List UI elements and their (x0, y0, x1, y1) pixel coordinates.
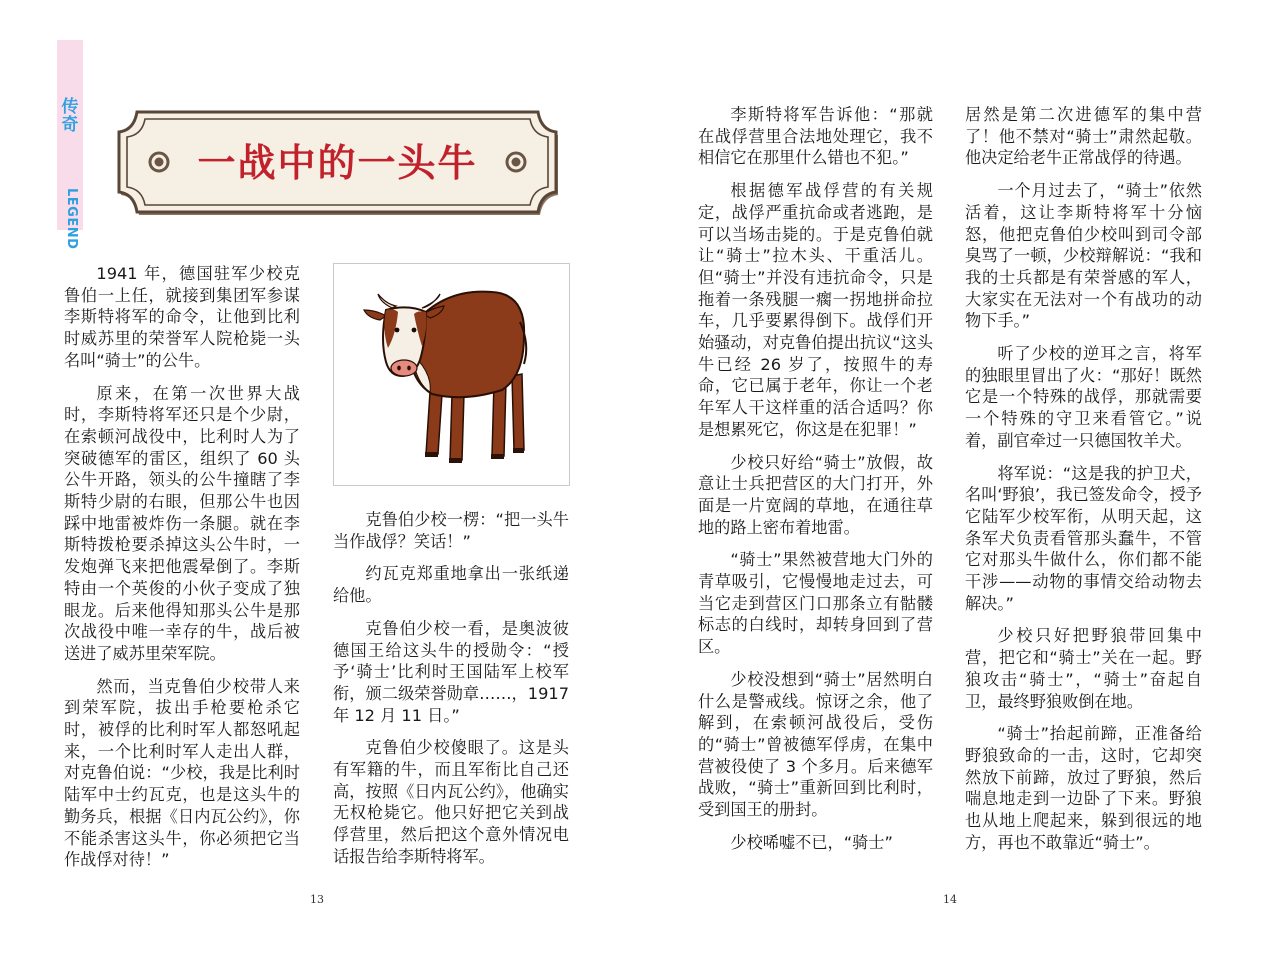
page-number-left: 13 (310, 893, 324, 906)
paragraph: 居然是第二次进德军的集中营了！他不禁对“骑士”肃然起敬。他决定给老牛正常战俘的待遇。 (965, 105, 1202, 168)
paragraph: 1941 年，德国驻军少校克鲁伯一上任，就接到集团军参谋李斯特将军的命令，让他到比利时威苏里的荣誉军人院枪毙一头名叫“骑士”的公牛。 (64, 264, 300, 370)
side-tab (57, 40, 83, 250)
title-banner (115, 106, 560, 218)
cow-illustration (333, 263, 570, 486)
paragraph: 原来，在第一次世界大战时，李斯特将军还只是个少尉，在索顿河战役中，比利时人为了突破德军的雷区，组织了 60 头公牛开路，领头的公牛撞瞎了李斯特少尉的右眼，但那公牛也因踩中地雷被炸伤一条腿。就在李斯特拨枪要杀掉这头公牛时，一发炮弹飞来把他震晕倒了。李斯特由一个英俊的小伙子变成了独眼龙。后来他得知那头公牛是那次战役中唯一幸存的牛，战后被送进了威苏里荣军院。 (64, 383, 300, 663)
article-title: 一战中的一头牛 (197, 141, 478, 185)
paragraph: 约瓦克郑重地拿出一张纸递给他。 (333, 564, 569, 606)
paragraph: 少校没想到“骑士”居然明白什么是警戒线。惊讶之余，他了解到，在索顿河战役后，受伤的“骑士”曾被德军俘虏，在集中营被役使了 3 个多月。后来德军战败，“骑士”重新回到比利时，受到国王的册封。 (698, 669, 933, 820)
text-column-2 (333, 509, 569, 879)
paragraph: 根据德军战俘营的有关规定，战俘严重抗命或者逃跑，是可以当场击毙的。于是克鲁伯就让“骑士”拉木头、干重活儿。但“骑士”并没有违抗命令，只是拖着一条残腿一瘸一拐地拼命拉车，几乎要累得倒下。战俘们开始骚动，对克鲁伯提出抗议“这头牛已经 26 岁了，按照牛的寿命，它已属于老年，你让一个老年军人干这样重的活合适吗？你是想累死它，你这是在犯罪！” (698, 181, 934, 439)
side-tab-english: LEGEND (64, 188, 79, 250)
paragraph: “骑士”抬起前蹄，正准备给野狼致命的一击，这时，它却突然放下前蹄，放过了野狼，然后喘息地走到一边卧了下来。野狼也从地上爬起来，躲到很远的地方，再也不敢靠近“骑士”。 (965, 724, 1202, 852)
text-column-4 (965, 104, 1202, 865)
paragraph: 一个月过去了，“骑士”依然活着，这让李斯特将军十分恼怒，他把克鲁伯少校叫到司令部臭骂了一顿，少校辩解说：“我和我的士兵都是有荣誉感的军人，大家实在无法对一个有战功的动物下手。” (965, 181, 1202, 331)
side-tab-chinese: 传奇 (61, 97, 79, 135)
page-number-right: 14 (943, 893, 957, 906)
paragraph: 克鲁伯少校傻眼了。这是头有军籍的牛，而且军衔比自己还高，按照《日内瓦公约》，他确实无权枪毙它。他只好把它关到战俘营里，然后把这个意外情况电话报告给李斯特将军。 (333, 738, 569, 866)
paragraph: 少校只好把野狼带回集中营，把它和“骑士”关在一起。野狼攻击“骑士”，“骑士”奋起自卫，最终野狼败倒在地。 (965, 626, 1202, 711)
paragraph: 克鲁伯少校一看，是奥波彼德国王给这头牛的授勋令：“授予‘骑士’比利时王国陆军上校军衔，颁二级荣誉勋章……，1917 年 12 月 11 日。” (333, 618, 569, 725)
paragraph: 听了少校的逆耳之言，将军的独眼里冒出了火：“那好！既然它是一个特殊的战俘，那就需要一个特殊的守卫来看管它。”说着，副官牵过一只德国牧羊犬。 (965, 344, 1202, 450)
cow-icon (334, 264, 569, 485)
paragraph: 克鲁伯少校一楞：“把一头牛当作战俘？笑话！” (333, 510, 569, 551)
paragraph: 少校只好给“骑士”放假，故意让士兵把营区的大门打开，外面是一片宽阔的草地，在通往草地的路上密布着地雷。 (698, 452, 933, 537)
paragraph: 少校唏嘘不已，“骑士” (730, 832, 893, 852)
paragraph: 然而，当克鲁伯少校带人来到荣军院，拔出手枪要枪杀它时，被俘的比利时军人都怒吼起来，一个比利时军人走出人群，对克鲁伯说：“少校，我是比利时陆军中士约瓦克，也是这头牛的勤务兵，根据《日内瓦公约》，你不能杀害这头牛，你必须把它当作战俘对待！” (64, 676, 300, 870)
paragraph: 将军说：“这是我的护卫犬，名叫‘野狼’，我已签发命令，授予它陆军少校军衔，从明天起，这条军犬负责看管那头蠢牛，不管它对那头牛做什么，你们都不能干涉——动物的事情交给动物去解决。” (965, 463, 1202, 613)
text-column-3 (698, 104, 933, 865)
paragraph: “骑士”果然被营地大门外的青草吸引，它慢慢地走过去，可当它走到营区门口那条立有骷髅标志的白线时，却转身回到了营区。 (698, 550, 933, 657)
text-column-1 (64, 263, 300, 882)
paragraph: 李斯特将军告诉他：“那就在战俘营里合法地处理它，我不相信它在那里什么错也不犯。” (698, 105, 933, 168)
